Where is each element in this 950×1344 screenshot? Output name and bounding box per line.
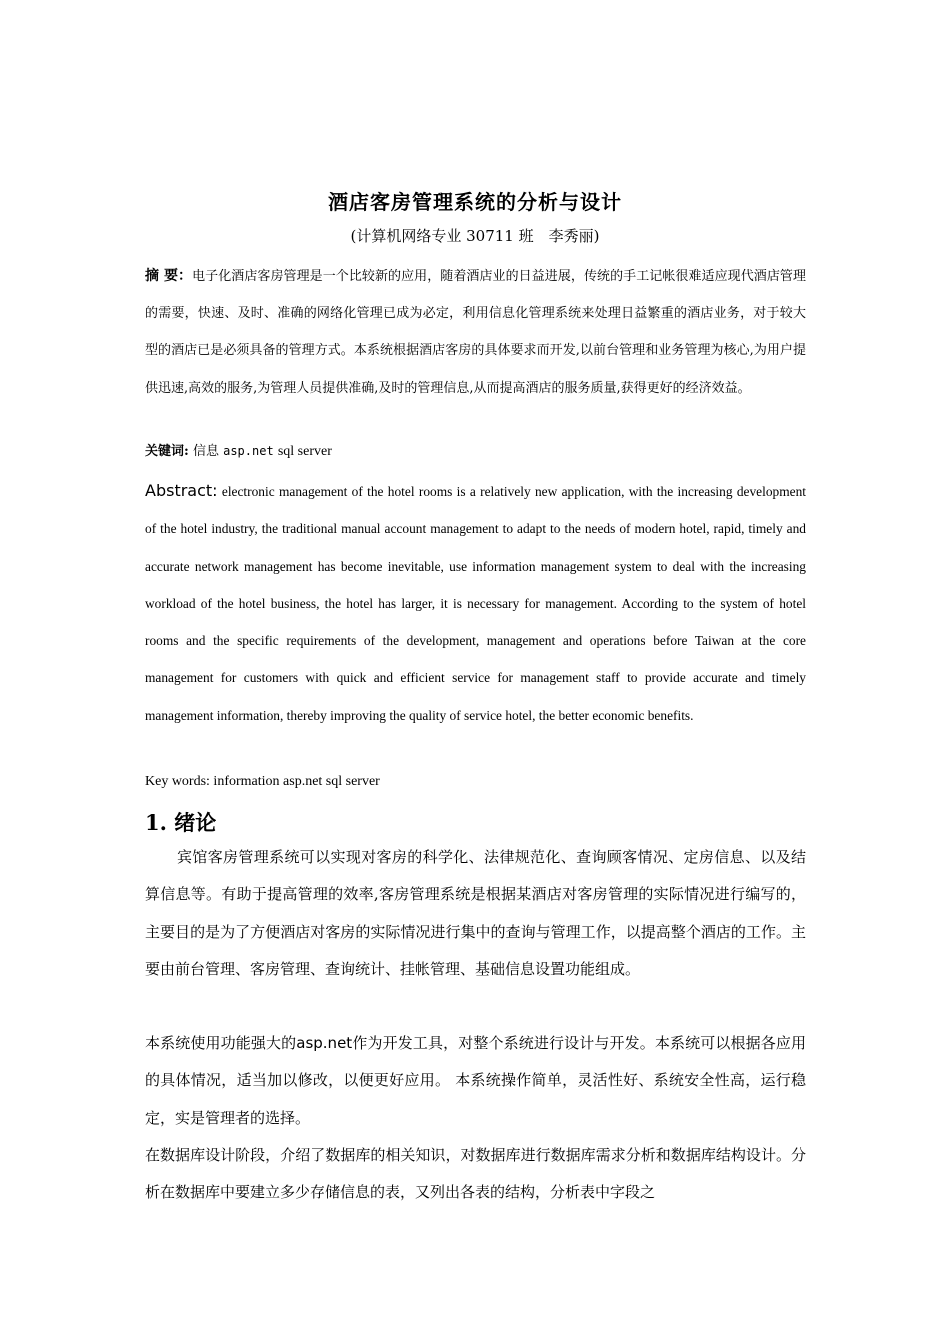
- abstract-english: [145, 472, 806, 734]
- abstract-chinese: [145, 258, 806, 407]
- abstract-en-text: electronic management of the hotel rooms is a relatively new application, with the increasing development of the hotel industry, the traditional manual account management to adapt to the needs of modern hotel, rapid, timely and accurate network management has become inevitable, use information management system to deal with the increasing workload of the hotel business, the hotel has larger, it is necessary for management. According to the system of hotel rooms and the specific requirements of the development, management and operations before Taiwan at the core management for customers with quick and efficient service for management staff to provide accurate and timely management information, thereby improving the quality of service hotel, the better economic benefits.: [145, 484, 806, 723]
- para2-text-after: 作为开发工具，对整个系统进行设计与开发。本系统可以根据各应用的具体情况，适当加以修改，以便更好应用。 本系统操作简单，灵活性好、系统安全性高，运行稳定，实是管理者的选择。: [145, 1034, 806, 1127]
- para2-text-before: 本系统使用功能强大的: [145, 1034, 297, 1052]
- abstract-cn-text: 电子化酒店客房管理是一个比较新的应用，随着酒店业的日益进展，传统的手工记帐很难适应现代酒店管理的需要，快速、及时、准确的网络化管理已成为必定，利用信息化管理系统来处理日益繁重的酒店业务，对于较大型的酒店已是必须具备的管理方式。本系统根据酒店客房的具体要求而开发,以前台管理和业务管理为核心,为用户提供迅速,高效的服务,为管理人员提供准确,及时的管理信息,从而提高酒店的服务质量,获得更好的经济效益。: [145, 269, 806, 396]
- keywords-chinese: [145, 440, 806, 463]
- keyword-info: 信息: [192, 444, 219, 459]
- keywords-english: Key words: information asp.net sql server: [145, 774, 380, 789]
- keyword-aspnet: asp.net: [223, 444, 274, 458]
- abstract-cn-label: 摘 要：: [145, 268, 193, 284]
- para2-tool-name: asp.net: [296, 1034, 353, 1052]
- keyword-sqlserver: sql server: [277, 444, 332, 459]
- section-heading: 1. 绪论: [145, 810, 217, 835]
- author-line: (计算机网络专业 30711 班 李秀丽): [350, 227, 600, 245]
- abstract-en-label: Abstract:: [145, 481, 218, 500]
- document-title: 酒店客房管理系统的分析与设计: [328, 190, 622, 214]
- keywords-cn-label: 关键词:: [145, 444, 189, 459]
- body-paragraph-3: 在数据库设计阶段，介绍了数据库的相关知识，对数据库进行数据库需求分析和数据库结构设计。分析在数据库中要建立多少存储信息的表，又列出各表的结构，分析表中字段之: [145, 1146, 806, 1202]
- body-paragraph-2: [145, 1025, 806, 1137]
- body-paragraph-1: 宾馆客房管理系统可以实现对客房的科学化、法律规范化、查询顾客情况、定房信息、以及结算信息等。有助于提高管理的效率,客房管理系统是根据某酒店对客房管理的实际情况进行编写的，主要目的是为了方便酒店对客房的实际情况进行集中的查询与管理工作，以提高整个酒店的工作。主要由前台管理、客房管理、查询统计、挂帐管理、基础信息设置功能组成。: [145, 848, 806, 978]
